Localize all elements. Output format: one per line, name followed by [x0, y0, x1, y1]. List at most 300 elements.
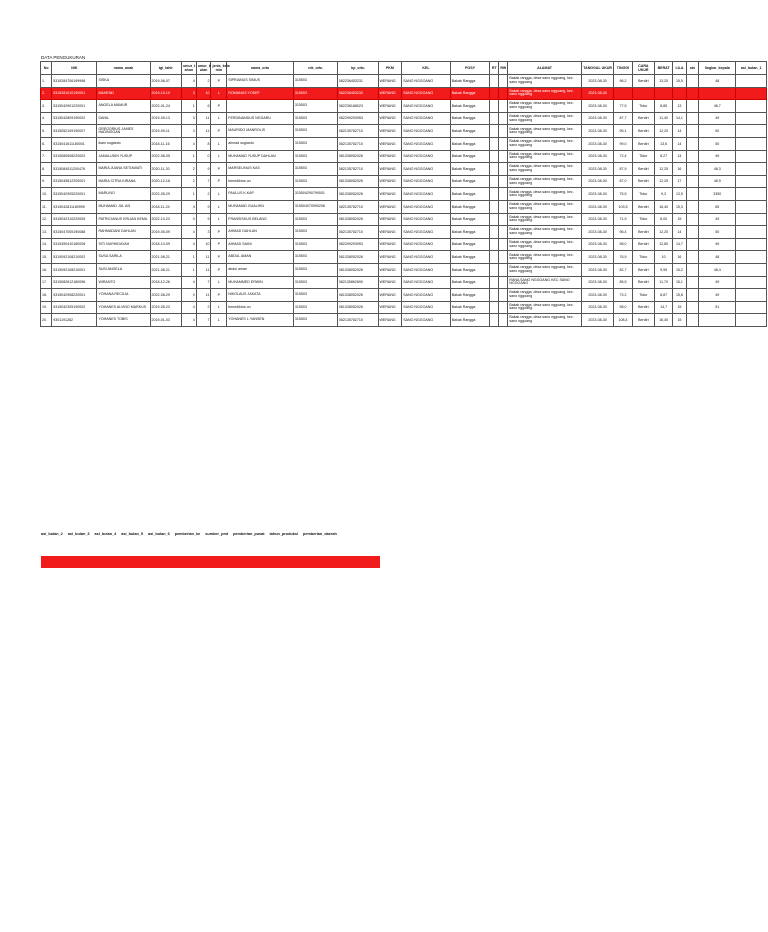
address-cell[interactable]: Bakak rangga, desa sano nggoang, kec. sano nggoang: [508, 87, 581, 100]
address-cell[interactable]: Bakak rangga, desa sano nggoang, kec. sano nggoang: [508, 112, 581, 125]
row-number[interactable]: 20.: [41, 314, 52, 327]
head-circumference-cell[interactable]: 51: [699, 301, 736, 314]
pkm-cell[interactable]: WERANG: [378, 137, 402, 150]
asi-month-1-cell[interactable]: [736, 75, 767, 88]
parent-phone-cell[interactable]: 081338052026: [337, 251, 378, 264]
measure-method-cell[interactable]: [632, 87, 655, 100]
status-cell[interactable]: [686, 289, 698, 302]
parent-phone-cell[interactable]: 082236188023: [337, 100, 378, 113]
measure-method-cell[interactable]: Berdiri: [632, 112, 655, 125]
child-name-cell[interactable]: ANGELA MAMUR: [97, 100, 150, 113]
status-cell[interactable]: [686, 301, 698, 314]
age-months-cell[interactable]: 11: [196, 125, 211, 138]
asi-month-1-cell[interactable]: [736, 100, 767, 113]
address-cell[interactable]: Bakak rangga, desa sano nggoang, kec. sano nggoang: [508, 238, 581, 251]
asi-month-1-cell[interactable]: [736, 200, 767, 213]
child-name-cell[interactable]: SUSA SARILA: [97, 251, 150, 264]
rw-cell[interactable]: [499, 75, 508, 88]
table-row[interactable]: [41, 263, 767, 276]
parent-name-cell[interactable]: ahmad sugianto: [227, 137, 294, 150]
address-cell[interactable]: RANA SANO NGGOANG KEC SANO NGGOANG: [508, 276, 581, 289]
posyandu-cell[interactable]: Bakak Rangga: [450, 238, 490, 251]
lila-cell[interactable]: 16: [673, 163, 687, 176]
height-cell[interactable]: 71,9: [614, 213, 632, 226]
birth-date-cell[interactable]: 2022-10-23: [150, 213, 182, 226]
parent-name-cell[interactable]: benediktus on: [227, 301, 294, 314]
measure-method-cell[interactable]: Berdiri: [632, 226, 655, 239]
parent-nik-cell[interactable]: 315503: [293, 100, 337, 113]
nik-cell[interactable]: 5315281010190001: [52, 87, 97, 100]
nik-cell[interactable]: 5315084511200476: [52, 163, 97, 176]
child-name-cell[interactable]: MAHEND: [97, 87, 150, 100]
measure-method-cell[interactable]: Tidur: [632, 100, 655, 113]
head-circumference-cell[interactable]: 65: [699, 200, 736, 213]
age-months-cell[interactable]: 6: [196, 100, 211, 113]
height-cell[interactable]: 76,9: [614, 251, 632, 264]
parent-name-cell[interactable]: AHMAD SAINI: [227, 238, 294, 251]
row-number[interactable]: 18.: [41, 289, 52, 302]
table-row[interactable]: [41, 314, 767, 327]
row-number[interactable]: 15.: [41, 251, 52, 264]
height-cell[interactable]: 108,4: [614, 314, 632, 327]
address-cell[interactable]: Bakak rangga, desa sano nggoang, kec. sano nggoang: [508, 213, 581, 226]
lila-cell[interactable]: 15: [673, 301, 687, 314]
status-cell[interactable]: [686, 213, 698, 226]
child-name-cell[interactable]: YOHANA RECILIA: [97, 289, 150, 302]
nik-cell[interactable]: 9301191282: [52, 314, 97, 327]
parent-name-cell[interactable]: FERDINANDUS NGGARU: [227, 112, 294, 125]
measure-method-cell[interactable]: Berdiri: [632, 163, 655, 176]
row-number[interactable]: 9.: [41, 175, 52, 188]
measure-date-cell[interactable]: 2023-08-30: [581, 75, 614, 88]
weight-cell[interactable]: 14,7: [655, 301, 673, 314]
lila-cell[interactable]: 15: [673, 213, 687, 226]
gender-cell[interactable]: P: [211, 226, 227, 239]
row-number[interactable]: 10.: [41, 188, 52, 201]
rt-cell[interactable]: [490, 188, 499, 201]
age-years-cell[interactable]: 4: [182, 301, 197, 314]
age-months-cell[interactable]: 10: [196, 238, 211, 251]
village-cell[interactable]: SANO NGGOANG: [402, 289, 451, 302]
age-months-cell[interactable]: 10: [196, 87, 211, 100]
birth-date-cell[interactable]: 2022-08-29: [150, 289, 182, 302]
gender-cell[interactable]: P: [211, 125, 227, 138]
child-name-cell[interactable]: ikam sugianto: [97, 137, 150, 150]
head-circumference-cell[interactable]: 49: [699, 213, 736, 226]
age-years-cell[interactable]: 0: [182, 289, 197, 302]
child-name-cell[interactable]: MARLINO: [97, 188, 150, 201]
nik-cell[interactable]: 5315042305190002: [52, 301, 97, 314]
asi-month-1-cell[interactable]: [736, 301, 767, 314]
village-cell[interactable]: SANO NGGOANG: [402, 251, 451, 264]
asi-month-1-cell[interactable]: [736, 251, 767, 264]
rw-cell[interactable]: [499, 314, 508, 327]
rw-cell[interactable]: [499, 112, 508, 125]
parent-phone-cell[interactable]: 082135862690: [337, 276, 378, 289]
parent-phone-cell[interactable]: 082135782710: [337, 163, 378, 176]
row-number[interactable]: 19.: [41, 301, 52, 314]
parent-nik-cell[interactable]: 315503: [293, 251, 337, 264]
rt-cell[interactable]: [490, 100, 499, 113]
rw-cell[interactable]: [499, 301, 508, 314]
address-cell[interactable]: Bakak rangga, desa sano nggoang, kec. sano nggoang: [508, 301, 581, 314]
gender-cell[interactable]: L: [211, 301, 227, 314]
age-years-cell[interactable]: 4: [182, 75, 197, 88]
birth-date-cell[interactable]: 2018-11-16: [150, 137, 182, 150]
pkm-cell[interactable]: WERANG: [378, 289, 402, 302]
child-name-cell[interactable]: DANIL: [97, 112, 150, 125]
age-years-cell[interactable]: 3: [182, 87, 197, 100]
pkm-cell[interactable]: WERANG: [378, 238, 402, 251]
column-header-umur-tahun[interactable]: umur_t ahun: [182, 62, 197, 75]
parent-name-cell[interactable]: SIPRIANUS SIMUS: [227, 75, 294, 88]
parent-nik-cell[interactable]: 315503: [293, 289, 337, 302]
column-header-lingkar-kepala[interactable]: lingkar_kepala: [699, 62, 736, 75]
weight-cell[interactable]: 12,20: [655, 125, 673, 138]
table-row[interactable]: [41, 213, 767, 226]
parent-nik-cell[interactable]: 315503: [293, 163, 337, 176]
asi-month-1-cell[interactable]: [736, 238, 767, 251]
lila-cell[interactable]: 15,5: [673, 75, 687, 88]
posyandu-cell[interactable]: Bakak Rangga: [450, 137, 490, 150]
rt-cell[interactable]: [490, 163, 499, 176]
column-header-no[interactable]: No: [41, 62, 52, 75]
lila-cell[interactable]: 14: [673, 226, 687, 239]
head-circumference-cell[interactable]: 50: [699, 125, 736, 138]
table-row[interactable]: [41, 200, 767, 213]
asi-month-1-cell[interactable]: [736, 150, 767, 163]
measure-date-cell[interactable]: 2023-08-30: [581, 289, 614, 302]
measure-date-cell[interactable]: 2023-08-30: [581, 175, 614, 188]
height-cell[interactable]: 87,7: [614, 112, 632, 125]
posyandu-cell[interactable]: Bakak Rangga: [450, 301, 490, 314]
posyandu-cell[interactable]: Bakak Rangga: [450, 314, 490, 327]
status-cell[interactable]: [686, 251, 698, 264]
asi-month-1-cell[interactable]: [736, 112, 767, 125]
gender-cell[interactable]: L: [211, 213, 227, 226]
column-header-jenis-kelamin[interactable]: jenis_kela min: [211, 62, 227, 75]
village-cell[interactable]: SANO NGGOANG: [402, 213, 451, 226]
table-row[interactable]: [41, 137, 767, 150]
measure-method-cell[interactable]: Tidur: [632, 188, 655, 201]
measure-date-cell[interactable]: 2023-08-30: [581, 200, 614, 213]
column-header-nik[interactable]: NIK: [52, 62, 97, 75]
measure-method-cell[interactable]: Berdiri: [632, 276, 655, 289]
parent-name-cell[interactable]: NIKOLAUS JAKATA: [227, 289, 294, 302]
rw-cell[interactable]: [499, 238, 508, 251]
head-circumference-cell[interactable]: 48: [699, 75, 736, 88]
parent-phone-cell[interactable]: 082135782710: [337, 125, 378, 138]
rt-cell[interactable]: [490, 289, 499, 302]
village-cell[interactable]: SANO NGGOANG: [402, 238, 451, 251]
age-months-cell[interactable]: 0: [196, 150, 211, 163]
gender-cell[interactable]: L: [211, 200, 227, 213]
measure-date-cell[interactable]: 2023-08-30: [581, 87, 614, 100]
status-cell[interactable]: [686, 200, 698, 213]
lila-cell[interactable]: 14: [673, 125, 687, 138]
column-header-nama-ortu[interactable]: nama_ortu: [227, 62, 294, 75]
age-years-cell[interactable]: 2: [182, 175, 197, 188]
village-cell[interactable]: SANO NGGOANG: [402, 226, 451, 239]
column-header-asi-bulan-1[interactable]: asi_bulan_1: [736, 62, 767, 75]
table-row[interactable]: [41, 87, 767, 100]
child-name-cell[interactable]: GREGORIUS JAMES HADINGGAN: [97, 125, 150, 138]
parent-phone-cell[interactable]: 082135782710: [337, 226, 378, 239]
parent-nik-cell[interactable]: 315503: [293, 263, 337, 276]
pkm-cell[interactable]: WERANG: [378, 112, 402, 125]
head-circumference-cell[interactable]: 48,4: [699, 263, 736, 276]
pkm-cell[interactable]: WERANG: [378, 175, 402, 188]
parent-phone-cell[interactable]: 081338052026: [337, 188, 378, 201]
row-number[interactable]: 2.: [41, 87, 52, 100]
age-months-cell[interactable]: 2: [196, 301, 211, 314]
status-cell[interactable]: [686, 75, 698, 88]
age-years-cell[interactable]: 4: [182, 276, 197, 289]
column-header-nik-ortu[interactable]: nik_ortu: [293, 62, 337, 75]
lila-cell[interactable]: 14,1: [673, 112, 687, 125]
address-cell[interactable]: Bakak rangga, desa sano nggoang, kec. sano nggoang: [508, 175, 581, 188]
asi-month-1-cell[interactable]: [736, 276, 767, 289]
parent-phone-cell[interactable]: 082299293953: [337, 112, 378, 125]
village-cell[interactable]: SANO NGGOANG: [402, 175, 451, 188]
village-cell[interactable]: SANO NGGOANG: [402, 263, 451, 276]
measure-method-cell[interactable]: Berdiri: [632, 314, 655, 327]
village-cell[interactable]: SANO NGGOANG: [402, 100, 451, 113]
nik-cell[interactable]: 5315042310220005: [52, 213, 97, 226]
rw-cell[interactable]: [499, 263, 508, 276]
measure-date-cell[interactable]: 2023-08-30: [581, 314, 614, 327]
row-number[interactable]: 11.: [41, 200, 52, 213]
address-cell[interactable]: Bakak rangga, desa sano nggoang, kec. sano nggoang: [508, 100, 581, 113]
rt-cell[interactable]: [490, 75, 499, 88]
measure-method-cell[interactable]: Berdiri: [632, 263, 655, 276]
gender-cell[interactable]: L: [211, 314, 227, 327]
measure-date-cell[interactable]: 2023-08-30: [581, 163, 614, 176]
head-circumference-cell[interactable]: 50: [699, 137, 736, 150]
parent-nik-cell[interactable]: 315503: [293, 137, 337, 150]
birth-date-cell[interactable]: 2021-08-21: [150, 251, 182, 264]
rw-cell[interactable]: [499, 163, 508, 176]
rt-cell[interactable]: [490, 276, 499, 289]
age-months-cell[interactable]: 7: [196, 314, 211, 327]
parent-name-cell[interactable]: abdul aman: [227, 263, 294, 276]
parent-name-cell[interactable]: PAULUS K.KAP: [227, 188, 294, 201]
nik-cell[interactable]: 5315045812200001: [52, 175, 97, 188]
asi-month-1-cell[interactable]: [736, 188, 767, 201]
village-cell[interactable]: SANO NGGOANG: [402, 87, 451, 100]
posyandu-cell[interactable]: Bakak Rangga: [450, 163, 490, 176]
pkm-cell[interactable]: WERANG: [378, 263, 402, 276]
asi-month-1-cell[interactable]: [736, 163, 767, 176]
head-circumference-cell[interactable]: 3350: [699, 188, 736, 201]
weight-cell[interactable]: 8,27: [655, 150, 673, 163]
pkm-cell[interactable]: WERANG: [378, 301, 402, 314]
age-years-cell[interactable]: 4: [182, 314, 197, 327]
parent-phone-cell[interactable]: 082135782710: [337, 200, 378, 213]
rt-cell[interactable]: [490, 200, 499, 213]
posyandu-cell[interactable]: Bakak Rangga: [450, 112, 490, 125]
height-cell[interactable]: 87,9: [614, 163, 632, 176]
parent-phone-cell[interactable]: 081338052026: [337, 175, 378, 188]
birth-date-cell[interactable]: 2019-09-13: [150, 112, 182, 125]
head-circumference-cell[interactable]: 49: [699, 289, 736, 302]
nik-cell[interactable]: 5315041611180001: [52, 137, 97, 150]
pkm-cell[interactable]: WERANG: [378, 150, 402, 163]
measure-date-cell[interactable]: 2023-08-30: [581, 276, 614, 289]
posyandu-cell[interactable]: Bakak Rangga: [450, 289, 490, 302]
child-name-cell[interactable]: JAMALUDIN YUSUP: [97, 150, 150, 163]
parent-phone-cell[interactable]: 081338052026: [337, 213, 378, 226]
measure-method-cell[interactable]: Berdiri: [632, 75, 655, 88]
parent-nik-cell[interactable]: 315503: [293, 226, 337, 239]
status-cell[interactable]: [686, 125, 698, 138]
height-cell[interactable]: 87,0: [614, 175, 632, 188]
pkm-cell[interactable]: WERANG: [378, 75, 402, 88]
row-number[interactable]: 14.: [41, 238, 52, 251]
status-cell[interactable]: [686, 238, 698, 251]
nik-cell[interactable]: 5315080508220002: [52, 150, 97, 163]
status-cell[interactable]: [686, 226, 698, 239]
pkm-cell[interactable]: WERANG: [378, 213, 402, 226]
pkm-cell[interactable]: WERANG: [378, 125, 402, 138]
posyandu-cell[interactable]: Bakak Rangga: [450, 251, 490, 264]
height-cell[interactable]: [614, 87, 632, 100]
child-name-cell[interactable]: SUSI ANGELA: [97, 263, 150, 276]
age-months-cell[interactable]: 11: [196, 112, 211, 125]
status-cell[interactable]: [686, 276, 698, 289]
lila-cell[interactable]: 16: [673, 251, 687, 264]
gender-cell[interactable]: P: [211, 263, 227, 276]
parent-name-cell[interactable]: YOHANES L.YANSEN: [227, 314, 294, 327]
head-circumference-cell[interactable]: 49: [699, 112, 736, 125]
table-row[interactable]: [41, 100, 767, 113]
parent-nik-cell[interactable]: 315503: [293, 87, 337, 100]
parent-name-cell[interactable]: MUHAMAD GUALHIN: [227, 200, 294, 213]
age-months-cell[interactable]: 11: [196, 263, 211, 276]
row-number[interactable]: 4.: [41, 112, 52, 125]
posyandu-cell[interactable]: Bakak Rangga: [450, 87, 490, 100]
status-cell[interactable]: [686, 314, 698, 327]
measure-date-cell[interactable]: 2023-08-30: [581, 188, 614, 201]
measure-method-cell[interactable]: Berdiri: [632, 137, 655, 150]
column-header-posy[interactable]: POSY: [450, 62, 490, 75]
weight-cell[interactable]: 16,40: [655, 314, 673, 327]
child-name-cell[interactable]: YOHANES ALVINO MARKUS: [97, 301, 150, 314]
rt-cell[interactable]: [490, 301, 499, 314]
weight-cell[interactable]: 8,87: [655, 289, 673, 302]
height-cell[interactable]: 98,0: [614, 238, 632, 251]
measure-method-cell[interactable]: Berdiri: [632, 301, 655, 314]
pkm-cell[interactable]: WERANG: [378, 200, 402, 213]
measure-date-cell[interactable]: 2023-08-30: [581, 150, 614, 163]
column-header-tgl-lahir[interactable]: tgl_lahir: [150, 62, 182, 75]
table-row[interactable]: [41, 112, 767, 125]
measure-date-cell[interactable]: 2023-08-30: [581, 125, 614, 138]
birth-date-cell[interactable]: 2019-09-11: [150, 125, 182, 138]
age-years-cell[interactable]: 2: [182, 163, 197, 176]
address-cell[interactable]: Bakak rangga, desa sano nggoang, kec. sano nggoang: [508, 150, 581, 163]
address-cell[interactable]: Bakak rangga, desa sano nggoang, kec. sano nggoang: [508, 75, 581, 88]
age-months-cell[interactable]: 7: [196, 276, 211, 289]
birth-date-cell[interactable]: 2019-05-09: [150, 226, 182, 239]
measure-date-cell[interactable]: 2023-08-30: [581, 213, 614, 226]
table-row[interactable]: [41, 251, 767, 264]
rt-cell[interactable]: [490, 150, 499, 163]
posyandu-cell[interactable]: Bakak Rangga: [450, 175, 490, 188]
parent-nik-cell[interactable]: 315504070590208: [293, 200, 337, 213]
highlighted-empty-row[interactable]: [41, 556, 380, 568]
weight-cell[interactable]: 10: [655, 251, 673, 264]
measure-method-cell[interactable]: Tidur: [632, 289, 655, 302]
asi-month-1-cell[interactable]: [736, 314, 767, 327]
rw-cell[interactable]: [499, 226, 508, 239]
parent-name-cell[interactable]: [227, 100, 294, 113]
status-cell[interactable]: [686, 175, 698, 188]
column-header-alamat[interactable]: ALAMAT: [508, 62, 581, 75]
rt-cell[interactable]: [490, 125, 499, 138]
age-months-cell[interactable]: 8: [196, 137, 211, 150]
height-cell[interactable]: 82,7: [614, 263, 632, 276]
height-cell[interactable]: 98,0: [614, 301, 632, 314]
head-circumference-cell[interactable]: 46,7: [699, 100, 736, 113]
measure-method-cell[interactable]: Tidur: [632, 213, 655, 226]
rw-cell[interactable]: [499, 87, 508, 100]
gender-cell[interactable]: P: [211, 289, 227, 302]
weight-cell[interactable]: 12,80: [655, 238, 673, 251]
gender-cell[interactable]: L: [211, 112, 227, 125]
weight-cell[interactable]: 16,40: [655, 200, 673, 213]
lila-cell[interactable]: 14,7: [673, 238, 687, 251]
posyandu-cell[interactable]: Bakak Rangga: [450, 213, 490, 226]
height-cell[interactable]: 99,0: [614, 137, 632, 150]
height-cell[interactable]: 73,2: [614, 289, 632, 302]
age-months-cell[interactable]: 11: [196, 251, 211, 264]
address-cell[interactable]: Bakak rangga, desa sano nggoang, kec. sano nggoang: [508, 125, 581, 138]
gender-cell[interactable]: L: [211, 188, 227, 201]
rw-cell[interactable]: [499, 100, 508, 113]
row-number[interactable]: 16.: [41, 263, 52, 276]
measure-date-cell[interactable]: 2023-08-30: [581, 137, 614, 150]
asi-month-1-cell[interactable]: [736, 87, 767, 100]
column-header-kel[interactable]: KEL: [402, 62, 451, 75]
weight-cell[interactable]: 8,85: [655, 100, 673, 113]
column-header-rt[interactable]: RT: [490, 62, 499, 75]
posyandu-cell[interactable]: Bakak Rangga: [450, 263, 490, 276]
age-years-cell[interactable]: 3: [182, 125, 197, 138]
table-row[interactable]: [41, 150, 767, 163]
pkm-cell[interactable]: WERANG: [378, 188, 402, 201]
weight-cell[interactable]: 11,40: [655, 112, 673, 125]
age-years-cell[interactable]: 4: [182, 200, 197, 213]
village-cell[interactable]: SANO NGGOANG: [402, 137, 451, 150]
address-cell[interactable]: Bakak rangga, desa sano nggoang, kec. sano nggoang: [508, 188, 581, 201]
table-row[interactable]: [41, 125, 767, 138]
birth-date-cell[interactable]: 2019-05-23: [150, 301, 182, 314]
posyandu-cell[interactable]: Bakak Rangga: [450, 125, 490, 138]
child-name-cell[interactable]: WIRANTO: [97, 276, 150, 289]
nik-cell[interactable]: 5315042901220001: [52, 100, 97, 113]
head-circumference-cell[interactable]: 48,9: [699, 175, 736, 188]
age-years-cell[interactable]: 3: [182, 112, 197, 125]
birth-date-cell[interactable]: 2018-12-26: [150, 276, 182, 289]
weight-cell[interactable]: 9,3: [655, 188, 673, 201]
status-cell[interactable]: [686, 87, 698, 100]
parent-phone-cell[interactable]: 082236453231: [337, 75, 378, 88]
age-months-cell[interactable]: 9: [196, 200, 211, 213]
village-cell[interactable]: SANO NGGOANG: [402, 200, 451, 213]
age-years-cell[interactable]: 0: [182, 213, 197, 226]
pkm-cell[interactable]: WERANG: [378, 276, 402, 289]
